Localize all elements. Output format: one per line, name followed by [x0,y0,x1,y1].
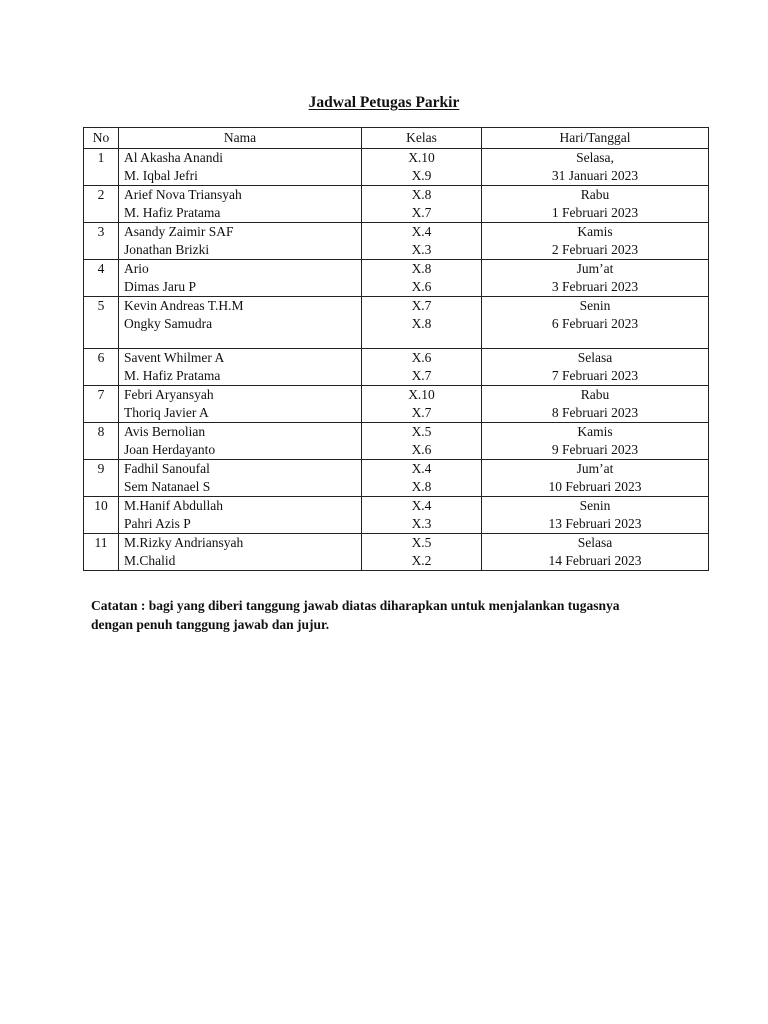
student-name: Sem Natanael S [124,479,211,494]
day-date-cell [482,149,709,186]
header-hari-tanggal: Hari/Tanggal [482,128,709,149]
class-label: X.2 [411,553,432,568]
classes-cell [362,386,482,423]
classes-cell [362,223,482,260]
day-date-cell [482,423,709,460]
header-nama: Nama [119,128,362,149]
day-date-cell [482,460,709,497]
class-label: X.6 [411,279,432,294]
class-label: X.6 [411,350,432,365]
classes-cell [362,186,482,223]
classes-cell [362,297,482,349]
student-name: M. Iqbal Jefri [124,168,198,183]
student-name: Asandy Zaimir SAF [124,224,234,239]
class-label: X.7 [411,368,432,383]
names-cell [119,223,362,260]
date-label: 7 Februari 2023 [551,368,639,383]
table-header-row [84,128,709,149]
day-date-cell [482,223,709,260]
day-label: Kamis [577,424,613,439]
class-label: X.8 [411,316,432,331]
date-label: 13 Februari 2023 [548,516,642,531]
note-paragraph: Catatan : bagi yang diberi tanggung jawab diatas diharapkan untuk menjalankan tugasnya dengan penuh tanggung jawab dan jujur. [91,598,620,632]
table-row [84,223,709,260]
table-row [84,497,709,534]
day-label: Selasa [577,350,613,365]
names-cell [119,349,362,386]
student-name: Febri Aryansyah [124,387,214,402]
day-date-cell [482,349,709,386]
classes-cell [362,534,482,571]
class-label: X.3 [411,242,432,257]
row-number: 2 [84,186,119,223]
table-row [84,534,709,571]
day-label: Jum’at [576,461,614,476]
table-row [84,260,709,297]
class-label: X.6 [411,442,432,457]
table-row [84,423,709,460]
table-row [84,386,709,423]
student-name: Jonathan Brizki [124,242,210,257]
names-cell [119,260,362,297]
table-row [84,186,709,223]
names-cell [119,534,362,571]
names-cell [119,149,362,186]
date-label: 14 Februari 2023 [548,553,642,568]
day-date-cell [482,386,709,423]
class-label: X.4 [411,224,432,239]
classes-cell [362,149,482,186]
day-date-cell [482,186,709,223]
names-cell [119,497,362,534]
class-label: X.8 [411,261,432,276]
row-number: 9 [84,460,119,497]
day-label: Jum’at [576,261,614,276]
classes-cell [362,423,482,460]
class-label: X.4 [411,461,432,476]
class-label: X.8 [411,187,432,202]
class-label: X.10 [408,387,435,402]
day-date-cell [482,497,709,534]
student-name: Arief Nova Triansyah [124,187,242,202]
student-name: Savent Whilmer A [124,350,225,365]
day-label: Selasa [577,535,613,550]
class-label: X.10 [408,150,435,165]
day-label: Kamis [577,224,613,239]
class-label: X.5 [411,424,432,439]
class-label: X.7 [411,205,432,220]
date-label: 31 Januari 2023 [551,168,639,183]
student-name: Kevin Andreas T.H.M [124,298,244,313]
row-number: 4 [84,260,119,297]
class-label: X.8 [411,479,432,494]
student-name: Ario [124,261,149,276]
day-label: Rabu [580,387,610,402]
student-name: M.Rizky Andriansyah [124,535,244,550]
classes-cell [362,260,482,297]
class-label: X.9 [411,168,432,183]
student-name: Thoriq Javier A [124,405,209,420]
class-label: X.3 [411,516,432,531]
day-label: Selasa, [576,150,614,165]
table-row [84,460,709,497]
student-name: M. Hafiz Pratama [124,368,221,383]
class-label: X.4 [411,498,432,513]
class-label: X.7 [411,405,432,420]
names-cell [119,386,362,423]
student-name: Avis Bernolian [124,424,206,439]
day-date-cell [482,260,709,297]
schedule-table [83,127,709,571]
row-number: 6 [84,349,119,386]
row-number: 11 [84,534,119,571]
day-date-cell [482,534,709,571]
classes-cell [362,497,482,534]
student-name: M.Hanif Abdullah [124,498,223,513]
classes-cell [362,460,482,497]
table-row [84,349,709,386]
student-name: Dimas Jaru P [124,279,196,294]
row-number: 1 [84,149,119,186]
class-label: X.5 [411,535,432,550]
student-name: Al Akasha Anandi [124,150,223,165]
header-kelas: Kelas [362,128,482,149]
day-label: Senin [579,298,611,313]
date-label: 8 Februari 2023 [551,405,639,420]
row-number: 5 [84,297,119,349]
class-label: X.7 [411,298,432,313]
date-label: 2 Februari 2023 [551,242,639,257]
date-label: 6 Februari 2023 [551,316,639,331]
date-label: 1 Februari 2023 [551,205,639,220]
date-label: 3 Februari 2023 [551,279,639,294]
table-row [84,297,709,349]
row-number: 7 [84,386,119,423]
student-name: Joan Herdayanto [124,442,216,457]
document-title: Jadwal Petugas Parkir [308,94,460,111]
names-cell [119,423,362,460]
classes-cell [362,349,482,386]
row-number: 3 [84,223,119,260]
student-name: M. Hafiz Pratama [124,205,221,220]
header-no: No [84,128,119,149]
student-name: Ongky Samudra [124,316,213,331]
table-row [84,149,709,186]
date-label: 9 Februari 2023 [551,442,639,457]
names-cell [119,186,362,223]
day-label: Rabu [580,187,610,202]
names-cell [119,297,362,349]
student-name: Pahri Azis P [124,516,191,531]
names-cell [119,460,362,497]
row-number: 8 [84,423,119,460]
day-date-cell [482,297,709,349]
student-name: Fadhil Sanoufal [124,461,210,476]
row-number: 10 [84,497,119,534]
day-label: Senin [579,498,611,513]
date-label: 10 Februari 2023 [548,479,642,494]
student-name: M.Chalid [124,553,176,568]
